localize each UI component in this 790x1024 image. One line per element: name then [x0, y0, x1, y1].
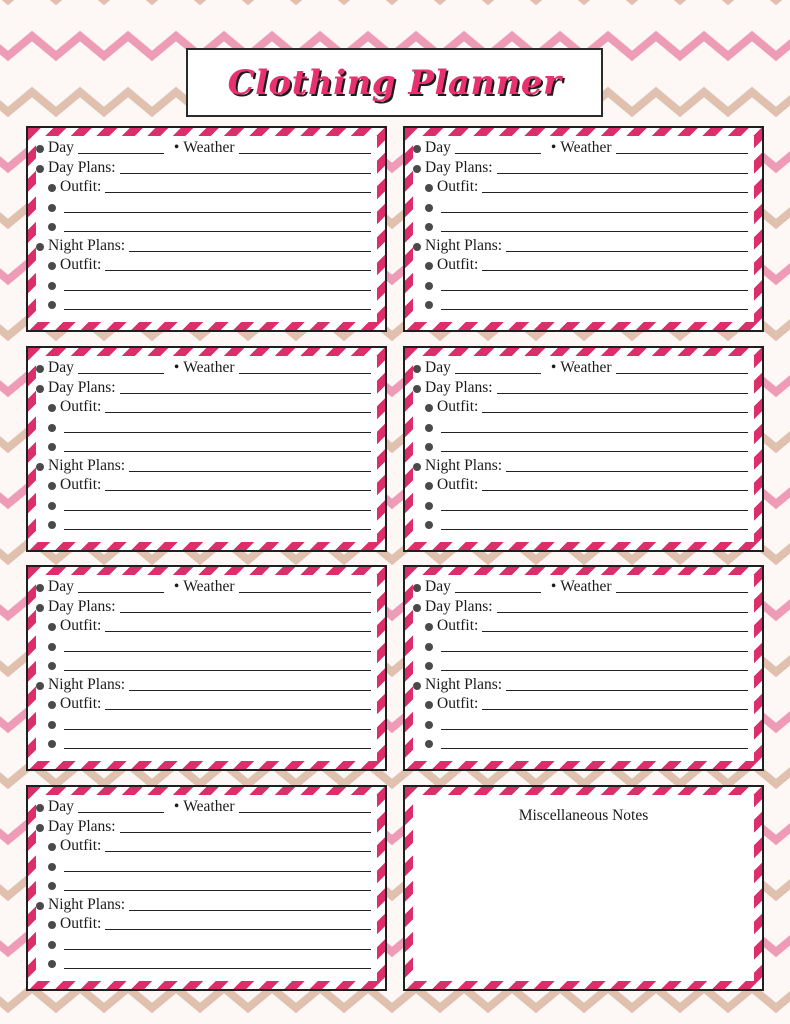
- outfit-label: Outfit:: [60, 256, 102, 273]
- bullet-dot: [48, 662, 56, 670]
- planner-row: [36, 216, 377, 235]
- bullet-separator: •: [173, 798, 180, 815]
- planner-row: [413, 158, 754, 177]
- planner-row: [36, 255, 377, 274]
- outfit-input-line[interactable]: [105, 850, 371, 852]
- planner-row: [36, 236, 377, 255]
- planner-row: [36, 875, 377, 894]
- page-title: Clothing Planner: [227, 62, 562, 103]
- card-body: [413, 136, 754, 322]
- day-label: Day: [48, 359, 74, 376]
- bullet-dot: [413, 243, 421, 251]
- bullet-dot: [425, 184, 433, 192]
- night-outfit-input-line[interactable]: [105, 928, 371, 930]
- bullet-dot: [425, 502, 433, 510]
- day-input-line[interactable]: [455, 372, 541, 374]
- outfit-card: [403, 346, 764, 552]
- planner-row: [413, 197, 754, 216]
- day-input-line[interactable]: [455, 591, 541, 593]
- bullet-dot: [425, 301, 433, 309]
- night-outfit-extra-line[interactable]: [64, 289, 371, 291]
- night-outfit-input-line[interactable]: [105, 489, 371, 491]
- night-plans-input-line[interactable]: [129, 909, 371, 911]
- night-plans-input-line[interactable]: [506, 689, 748, 691]
- night-outfit-input-line[interactable]: [482, 269, 748, 271]
- night-outfit-extra-line[interactable]: [441, 747, 748, 749]
- bullet-dot: [36, 682, 44, 690]
- night-plans-label: Night Plans:: [48, 236, 126, 254]
- notes-title: Miscellaneous Notes: [518, 807, 649, 824]
- outfit-input-line[interactable]: [482, 630, 748, 632]
- outfit-label: Outfit:: [60, 178, 102, 195]
- bullet-dot: [425, 443, 433, 451]
- bullet-dot: [425, 204, 433, 212]
- planner-row: [413, 456, 754, 475]
- planner-row: [36, 616, 377, 635]
- bullet-dot: [48, 443, 56, 451]
- outfit-extra-line[interactable]: [64, 889, 371, 891]
- outfit-card: [26, 126, 387, 332]
- bullet-dot: [48, 623, 56, 631]
- outfit-label: Outfit:: [60, 476, 102, 493]
- night-plans-input-line[interactable]: [506, 250, 748, 252]
- night-plans-input-line[interactable]: [129, 689, 371, 691]
- planner-row: [413, 138, 754, 157]
- planner-row: [36, 456, 377, 475]
- outfit-extra-line[interactable]: [64, 230, 371, 232]
- bullet-separator: •: [173, 578, 180, 595]
- bullet-dot: [425, 662, 433, 670]
- bullet-dot: [48, 921, 56, 929]
- planner-row: [36, 675, 377, 694]
- planner-row: [413, 177, 754, 196]
- night-plans-label: Night Plans:: [48, 456, 126, 474]
- day-input-line[interactable]: [78, 811, 164, 813]
- bullet-dot: [425, 424, 433, 432]
- bullet-dot: [36, 824, 44, 832]
- night-outfit-extra-line[interactable]: [441, 528, 748, 530]
- planner-row: [413, 294, 754, 313]
- planner-row: [36, 475, 377, 494]
- bullet-dot: [425, 643, 433, 651]
- outfit-extra-line[interactable]: [441, 431, 748, 433]
- outfit-label: Outfit:: [60, 837, 102, 854]
- night-outfit-extra-line[interactable]: [64, 308, 371, 310]
- bullet-dot: [425, 701, 433, 709]
- day-plans-label: Day Plans:: [425, 158, 493, 176]
- planner-row: [413, 636, 754, 655]
- bullet-separator: •: [173, 359, 180, 376]
- weather-label: Weather: [560, 139, 612, 156]
- night-plans-input-line[interactable]: [506, 470, 748, 472]
- weather-label: Weather: [183, 139, 235, 156]
- planner-row: [36, 294, 377, 313]
- planner-row: [413, 597, 754, 616]
- bullet-dot: [425, 721, 433, 729]
- day-input-line[interactable]: [455, 152, 541, 154]
- planner-row: [36, 714, 377, 733]
- bullet-dot: [48, 721, 56, 729]
- weather-input-line[interactable]: [616, 591, 748, 593]
- planner-row: [413, 397, 754, 416]
- planner-row: [36, 597, 377, 616]
- day-plans-input-line[interactable]: [120, 172, 371, 174]
- day-plans-label: Day Plans:: [425, 597, 493, 615]
- outfit-input-line[interactable]: [105, 630, 371, 632]
- day-label: Day: [48, 139, 74, 156]
- night-plans-label: Night Plans:: [48, 675, 126, 693]
- bullet-dot: [425, 282, 433, 290]
- planner-row: [36, 197, 377, 216]
- night-plans-input-line[interactable]: [129, 470, 371, 472]
- bullet-dot: [425, 623, 433, 631]
- day-input-line[interactable]: [78, 372, 164, 374]
- planner-row: [413, 495, 754, 514]
- outfit-extra-line[interactable]: [64, 669, 371, 671]
- day-input-line[interactable]: [78, 591, 164, 593]
- outfit-extra-line[interactable]: [64, 870, 371, 872]
- bullet-dot: [413, 365, 421, 373]
- bullet-dot: [36, 365, 44, 373]
- outfit-input-line[interactable]: [105, 411, 371, 413]
- bullet-dot: [413, 682, 421, 690]
- card-body: [36, 575, 377, 761]
- planner-row: [413, 255, 754, 274]
- day-plans-label: Day Plans:: [48, 378, 116, 396]
- bullet-separator: •: [550, 578, 557, 595]
- planner-row: [36, 953, 377, 972]
- day-label: Day: [48, 798, 74, 815]
- day-input-line[interactable]: [78, 152, 164, 154]
- bullet-dot: [425, 482, 433, 490]
- planner-row: [36, 358, 377, 377]
- bullet-dot: [48, 740, 56, 748]
- bullet-dot: [48, 701, 56, 709]
- night-outfit-extra-line[interactable]: [64, 528, 371, 530]
- day-plans-input-line[interactable]: [120, 611, 371, 613]
- night-outfit-input-line[interactable]: [105, 269, 371, 271]
- bullet-dot: [425, 223, 433, 231]
- bullet-dot: [425, 404, 433, 412]
- day-plans-input-line[interactable]: [120, 392, 371, 394]
- bullet-dot: [425, 740, 433, 748]
- weather-input-line[interactable]: [616, 152, 748, 154]
- bullet-dot: [425, 521, 433, 529]
- planner-row: [36, 895, 377, 914]
- bullet-dot: [48, 223, 56, 231]
- bullet-dot: [48, 282, 56, 290]
- title-box: [186, 48, 603, 117]
- night-plans-label: Night Plans:: [425, 236, 503, 254]
- card-body: [413, 575, 754, 761]
- bullet-dot: [36, 385, 44, 393]
- outfit-extra-line[interactable]: [64, 211, 371, 213]
- bullet-dot: [48, 184, 56, 192]
- outfit-extra-line[interactable]: [441, 669, 748, 671]
- bullet-dot: [413, 385, 421, 393]
- planner-row: [413, 655, 754, 674]
- day-plans-input-line[interactable]: [120, 831, 371, 833]
- weather-label: Weather: [560, 578, 612, 595]
- planner-row: [413, 514, 754, 533]
- planner-row: [413, 577, 754, 596]
- outfit-card: [26, 785, 387, 991]
- card-body: [413, 356, 754, 542]
- night-plans-label: Night Plans:: [48, 895, 126, 913]
- night-outfit-input-line[interactable]: [482, 489, 748, 491]
- notes-body[interactable]: [413, 795, 754, 981]
- day-plans-input-line[interactable]: [497, 172, 748, 174]
- bullet-dot: [36, 604, 44, 612]
- bullet-dot: [36, 463, 44, 471]
- bullet-dot: [48, 941, 56, 949]
- night-outfit-extra-line[interactable]: [441, 289, 748, 291]
- bullet-dot: [36, 243, 44, 251]
- planner-row: [36, 636, 377, 655]
- bullet-dot: [413, 604, 421, 612]
- night-outfit-extra-line[interactable]: [64, 509, 371, 511]
- weather-input-line[interactable]: [239, 372, 371, 374]
- outfit-label: Outfit:: [437, 476, 479, 493]
- outfit-extra-line[interactable]: [441, 211, 748, 213]
- bullet-dot: [413, 584, 421, 592]
- planner-row: [413, 236, 754, 255]
- bullet-dot: [36, 145, 44, 153]
- bullet-dot: [48, 262, 56, 270]
- night-plans-input-line[interactable]: [129, 250, 371, 252]
- outfit-extra-line[interactable]: [441, 650, 748, 652]
- planner-row: [36, 856, 377, 875]
- planner-row: [36, 514, 377, 533]
- planner-row: [413, 358, 754, 377]
- weather-label: Weather: [183, 578, 235, 595]
- planner-row: [36, 836, 377, 855]
- bullet-dot: [48, 863, 56, 871]
- weather-input-line[interactable]: [239, 811, 371, 813]
- outfit-input-line[interactable]: [482, 191, 748, 193]
- planner-row: [413, 378, 754, 397]
- planner-row: [36, 914, 377, 933]
- outfit-card: [26, 346, 387, 552]
- card-body: [36, 136, 377, 322]
- planner-row: [36, 694, 377, 713]
- outfit-label: Outfit:: [60, 617, 102, 634]
- outfit-label: Outfit:: [60, 915, 102, 932]
- day-plans-label: Day Plans:: [48, 158, 116, 176]
- bullet-dot: [413, 463, 421, 471]
- outfit-extra-line[interactable]: [441, 450, 748, 452]
- outfit-input-line[interactable]: [482, 411, 748, 413]
- planner-row: [413, 436, 754, 455]
- bullet-dot: [425, 262, 433, 270]
- bullet-separator: •: [173, 139, 180, 156]
- day-plans-label: Day Plans:: [48, 597, 116, 615]
- outfit-label: Outfit:: [437, 178, 479, 195]
- night-plans-label: Night Plans:: [425, 675, 503, 693]
- planner-row: [36, 158, 377, 177]
- bullet-dot: [48, 521, 56, 529]
- planner-row: [413, 417, 754, 436]
- outfit-extra-line[interactable]: [64, 650, 371, 652]
- planner-row: [36, 797, 377, 816]
- day-plans-label: Day Plans:: [425, 378, 493, 396]
- night-outfit-input-line[interactable]: [105, 708, 371, 710]
- night-outfit-extra-line[interactable]: [441, 728, 748, 730]
- bullet-separator: •: [550, 359, 557, 376]
- planner-row: [413, 733, 754, 752]
- planner-row: [36, 934, 377, 953]
- outfit-label: Outfit:: [60, 398, 102, 415]
- day-label: Day: [425, 578, 451, 595]
- day-label: Day: [425, 359, 451, 376]
- planner-row: [36, 577, 377, 596]
- weather-label: Weather: [183, 798, 235, 815]
- night-outfit-extra-line[interactable]: [64, 948, 371, 950]
- planner-row: [36, 177, 377, 196]
- night-outfit-extra-line[interactable]: [64, 747, 371, 749]
- planner-row: [36, 397, 377, 416]
- weather-label: Weather: [560, 359, 612, 376]
- planner-row: [36, 655, 377, 674]
- weather-input-line[interactable]: [239, 152, 371, 154]
- bullet-dot: [48, 404, 56, 412]
- outfit-card: [403, 565, 764, 771]
- outfit-label: Outfit:: [437, 256, 479, 273]
- card-body: [36, 356, 377, 542]
- night-outfit-extra-line[interactable]: [441, 308, 748, 310]
- planner-row: [413, 714, 754, 733]
- outfit-label: Outfit:: [437, 398, 479, 415]
- outfit-extra-line[interactable]: [64, 450, 371, 452]
- planner-row: [36, 275, 377, 294]
- outfit-card: [403, 126, 764, 332]
- planner-row: [36, 378, 377, 397]
- bullet-dot: [48, 843, 56, 851]
- bullet-dot: [48, 502, 56, 510]
- planner-row: [36, 138, 377, 157]
- outfit-label: Outfit:: [60, 695, 102, 712]
- night-outfit-extra-line[interactable]: [64, 728, 371, 730]
- outfit-label: Outfit:: [437, 617, 479, 634]
- planner-row: [413, 675, 754, 694]
- bullet-dot: [48, 643, 56, 651]
- planner-row: [36, 733, 377, 752]
- planner-row: [36, 495, 377, 514]
- outfit-extra-line[interactable]: [64, 431, 371, 433]
- bullet-dot: [48, 482, 56, 490]
- bullet-dot: [36, 902, 44, 910]
- bullet-dot: [36, 804, 44, 812]
- bullet-dot: [48, 204, 56, 212]
- notes-card: [403, 785, 764, 991]
- outfit-card: [26, 565, 387, 771]
- chevron-stripe: [0, 988, 790, 1008]
- day-plans-input-line[interactable]: [497, 611, 748, 613]
- outfit-input-line[interactable]: [105, 191, 371, 193]
- planner-row: [413, 616, 754, 635]
- weather-input-line[interactable]: [616, 372, 748, 374]
- planner-row: [413, 475, 754, 494]
- bullet-dot: [413, 145, 421, 153]
- bullet-dot: [36, 165, 44, 173]
- day-plans-input-line[interactable]: [497, 392, 748, 394]
- planner-row: [413, 694, 754, 713]
- planner-row: [36, 436, 377, 455]
- bullet-dot: [48, 882, 56, 890]
- planner-row: [413, 216, 754, 235]
- night-outfit-extra-line[interactable]: [441, 509, 748, 511]
- bullet-dot: [48, 301, 56, 309]
- bullet-dot: [413, 165, 421, 173]
- planner-row: [413, 275, 754, 294]
- weather-input-line[interactable]: [239, 591, 371, 593]
- card-body: [36, 795, 377, 981]
- night-outfit-input-line[interactable]: [482, 708, 748, 710]
- day-label: Day: [48, 578, 74, 595]
- planner-row: [36, 417, 377, 436]
- bullet-separator: •: [550, 139, 557, 156]
- bullet-dot: [48, 424, 56, 432]
- day-plans-label: Day Plans:: [48, 817, 116, 835]
- night-plans-label: Night Plans:: [425, 456, 503, 474]
- outfit-label: Outfit:: [437, 695, 479, 712]
- night-outfit-extra-line[interactable]: [64, 967, 371, 969]
- planner-row: [36, 817, 377, 836]
- outfit-extra-line[interactable]: [441, 230, 748, 232]
- bullet-dot: [36, 584, 44, 592]
- weather-label: Weather: [183, 359, 235, 376]
- bullet-dot: [48, 960, 56, 968]
- day-label: Day: [425, 139, 451, 156]
